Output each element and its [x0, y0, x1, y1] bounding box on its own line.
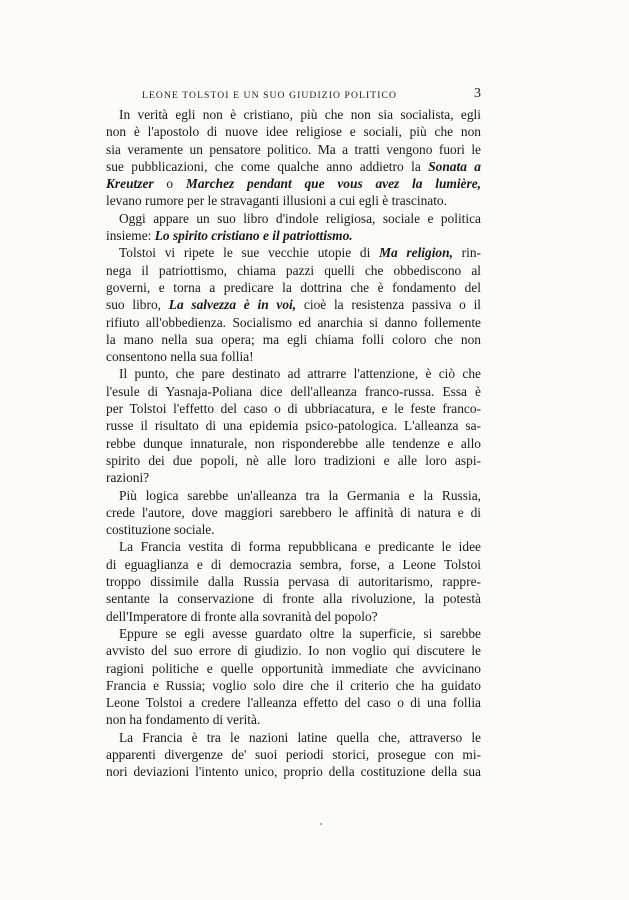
text-line: l'esule di Yasnaja-Poliana dice dell'alleanza franco-russa. Essa è	[106, 383, 481, 399]
paragraph	[106, 729, 481, 781]
text-line: apparenti divergenze de' suoi periodi storici, prosegue con mi-	[106, 746, 481, 762]
text-line: sentante la conservazione di fronte alla rivoluzione, la potestà	[106, 591, 481, 607]
paragraph	[106, 538, 481, 624]
text-line: razioni?	[106, 470, 150, 486]
text-line: di eguaglianza e di democrazia sembra, forse, a Leone Tolstoi	[106, 556, 481, 572]
italic-title: Lo spirito cristiano e il patriottismo.	[154, 228, 353, 244]
text-line: suo libro, La salvezza è in voi, cioè la resistenza passiva o il	[106, 297, 482, 313]
paragraph	[106, 365, 481, 486]
text-line: rifiuto all'obbedienza. Socialismo ed anarchia si danno follemente	[106, 314, 481, 330]
text-line: Oggi appare un suo libro d'indole religiosa, sociale e politica	[119, 210, 481, 226]
text-line: In verità egli non è cristiano, più che non sia socialista, egli	[119, 107, 481, 122]
text-line: non ha fondamento di verità.	[106, 712, 261, 728]
italic-title: Marchez pendant que vous avez la lumière,	[185, 176, 481, 192]
print-speck	[320, 823, 322, 825]
paragraph	[106, 625, 481, 729]
text-line: Kreutzer o Marchez pendant que vous avez la lumière,	[106, 176, 481, 192]
text-line: levano rumore per le stravaganti illusioni a cui egli è trascinato.	[106, 193, 447, 209]
text-line: Tolstoi vi ripete le sue vecchie utopie di Ma religion, rin-	[119, 245, 481, 261]
italic-title: Ma religion,	[379, 245, 453, 261]
text-line: crede l'autore, dove maggiori sarebbero le affinità di natura e di	[106, 504, 481, 520]
italic-title: La salvezza è in voi,	[168, 297, 297, 313]
text-line: avvisto del suo errore di giudizio. Io non voglio qui discutere le	[106, 643, 481, 659]
text-line: troppo dissimile dalla Russia pervasa di autoritarismo, rappre-	[106, 574, 481, 590]
running-head	[106, 82, 481, 106]
text-line: la mano nella sua opera; ma egli chiama folli coloro che non	[106, 331, 481, 347]
text-line: insieme: Lo spirito cristiano e il patriottismo.	[106, 228, 353, 244]
text-line: spirito dei due popoli, nè alle loro tradizioni e alle loro aspi-	[106, 452, 481, 468]
italic-title: Kreutzer	[106, 176, 154, 192]
body-text	[106, 106, 481, 781]
paragraph	[106, 244, 481, 365]
text-line: Leone Tolstoi a credere l'alleanza effetto del caso o di una follia	[106, 695, 481, 711]
text-line: Francia e Russia; voglio solo dire che il criterio che ha guidato	[106, 677, 481, 693]
italic-title: Sonata a	[428, 158, 481, 174]
text-line: governi, e torna a predicare la dottrina che è fondamento del	[106, 279, 481, 295]
text-line: Più logica sarebbe un'alleanza tra la Germania e la Russia,	[119, 487, 481, 503]
text-line: nega il patriottismo, chiama pazzi quelli che obbediscono al	[106, 262, 481, 278]
text-line: nori deviazioni l'intento unico, proprio della costituzione della sua	[106, 764, 481, 780]
text-line: russe il risultato di una epidemia psico-patologica. L'alleanza sa-	[106, 418, 481, 434]
text-line: ragioni politiche e quelle opportunità immediate che avvicinano	[106, 660, 481, 676]
text-line: La Francia è tra le nazioni latine quella che, attraverso le	[119, 729, 481, 745]
text-line: sia veramente un pensatore politico. Ma a tratti vengono fuori le	[106, 141, 481, 157]
page	[106, 82, 481, 781]
text-line: sue pubblicazioni, che come qualche anno addietro la Sonata a	[106, 158, 481, 174]
text-line: dell'Imperatore di fronte alla sovranità del popolo?	[106, 608, 378, 624]
text-line: non è l'apostolo di nuove idee religiose e sociali, più che non	[106, 124, 481, 140]
text-line: Eppure se egli avesse guardato oltre la superficie, si sarebbe	[119, 625, 481, 641]
paragraph	[106, 487, 481, 539]
running-title: LEONE TOLSTOI E UN SUO GIUDIZIO POLITICO	[142, 90, 398, 101]
paragraph	[106, 210, 481, 245]
text-line: costituzione sociale.	[106, 522, 215, 538]
text-line: per Tolstoi l'effetto del caso o di ubbriacatura, e le feste franco-	[106, 401, 481, 417]
text-line: Il punto, che pare destinato ad attrarre l'attenzione, è ciò che	[119, 366, 481, 382]
text-line: rebbe dunque innaturale, non risponderebbe alle tendenze e allo	[106, 435, 481, 451]
text-line: consentono nella sua follia!	[106, 349, 254, 365]
paragraph	[106, 106, 481, 210]
page-number: 3	[474, 86, 481, 101]
text-line: La Francia vestita di forma repubblicana e predicante le idee	[119, 539, 481, 555]
